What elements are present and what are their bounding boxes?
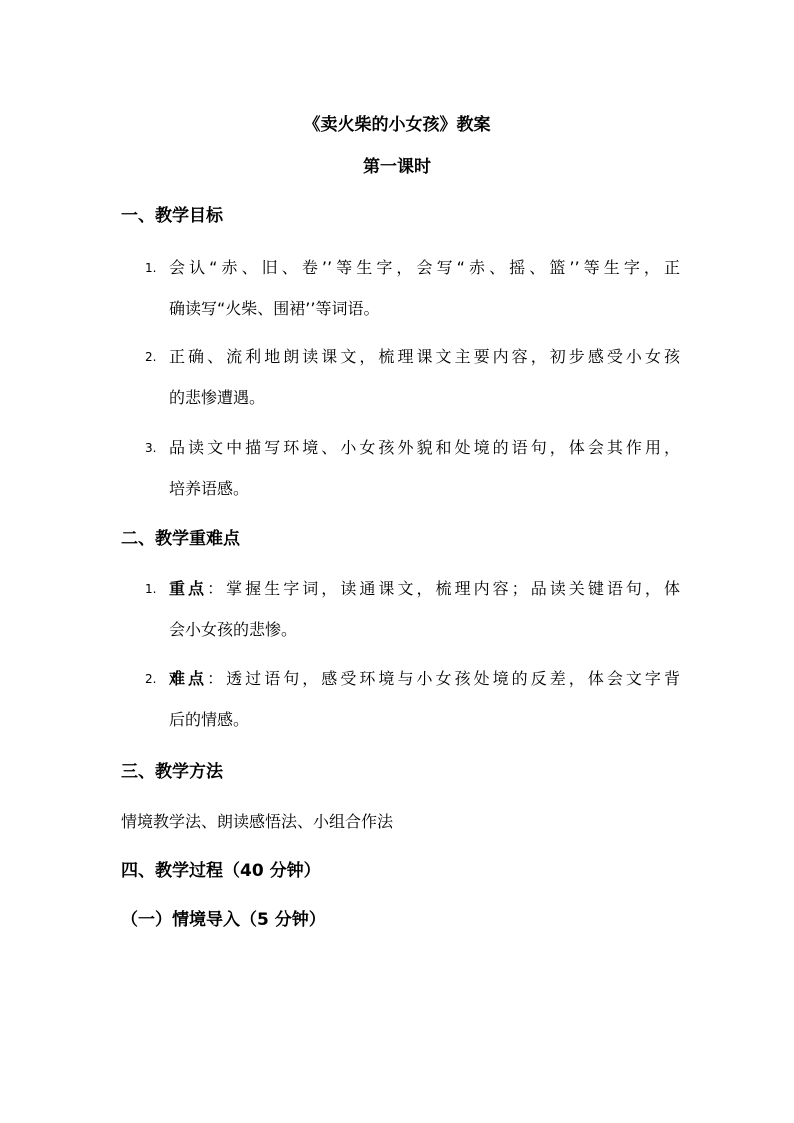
difficult-point-label: 难点 bbox=[169, 669, 208, 688]
list-item-text-line1: 会认“赤、旧、卷’’等生字，会写“赤、摇、篮’’等生字，正 bbox=[169, 258, 680, 277]
key-point-label: 重点 bbox=[169, 579, 208, 598]
document-title: 《卖火柴的小女孩》教案 bbox=[303, 115, 491, 135]
list-item-text-line1: 品读文中描写环境、小女孩外貌和处境的语句，体会其作用， bbox=[169, 438, 680, 457]
list-item-text-line1: 正确、流利地朗读课文，梳理课文主要内容，初步感受小女孩 bbox=[169, 347, 680, 366]
document-subtitle: 第一课时 bbox=[363, 157, 431, 177]
section-heading-objectives: 一、教学目标 bbox=[121, 206, 223, 226]
subsection-heading-intro: （一）情境导入（5 分钟） bbox=[121, 910, 326, 930]
list-item-text-line2: 后的情感。 bbox=[169, 710, 250, 729]
list-item-text-line2: 会小女孩的悲惨。 bbox=[169, 620, 298, 639]
list-number: 2. bbox=[145, 672, 157, 686]
list-item-text-line2: 培养语感。 bbox=[169, 479, 250, 498]
list-number: 1. bbox=[145, 582, 157, 596]
section-heading-key-points: 二、教学重难点 bbox=[121, 529, 240, 549]
difficult-point-text: ：透过语句，感受环境与小女孩处境的反差，体会文字背 bbox=[207, 669, 680, 688]
list-item-text-line2: 的悲惨遭遇。 bbox=[169, 388, 266, 407]
list-item-text-line2: 确读写“火柴、围裙’’等词语。 bbox=[169, 299, 380, 318]
key-point-text: ：掌握生字词，读通课文，梳理内容；品读关键语句，体 bbox=[207, 579, 680, 598]
list-item-text-line1 bbox=[169, 577, 680, 601]
section-heading-process: 四、教学过程（40 分钟） bbox=[121, 861, 321, 881]
list-number: 3. bbox=[145, 441, 157, 455]
list-number: 1. bbox=[145, 261, 157, 275]
list-item-text-line1 bbox=[169, 667, 680, 691]
list-number: 2. bbox=[145, 350, 157, 364]
section-heading-methods: 三、教学方法 bbox=[121, 762, 223, 782]
methods-text: 情境教学法、朗读感悟法、小组合作法 bbox=[121, 812, 394, 831]
